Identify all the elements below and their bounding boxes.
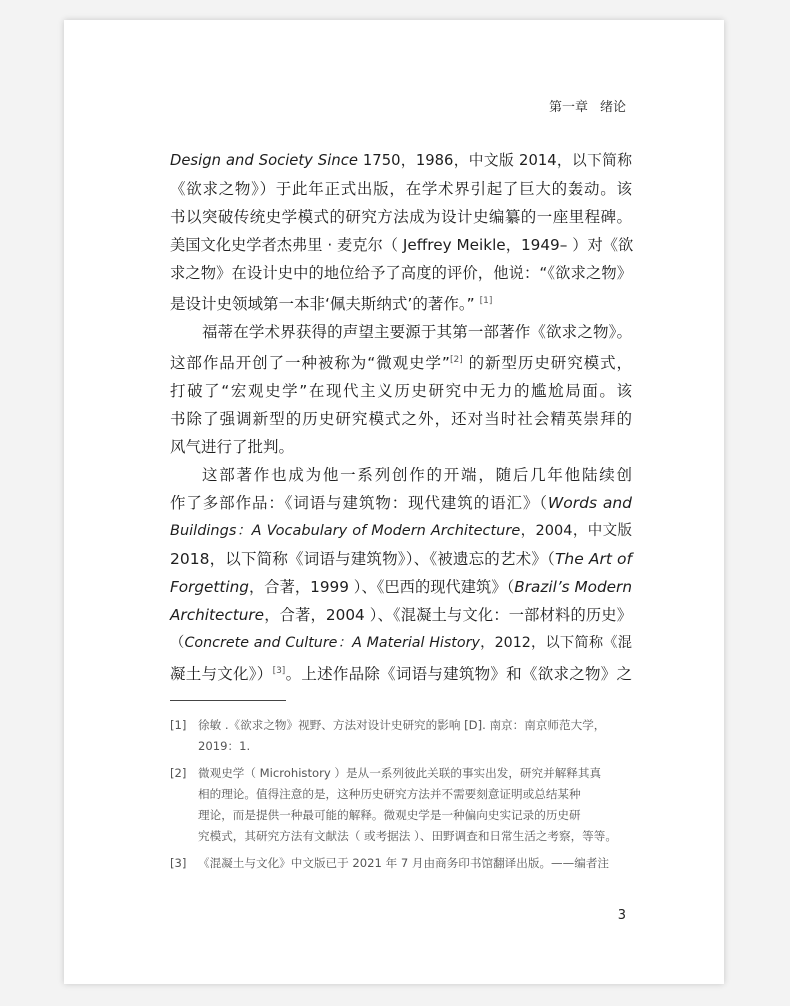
book-title-italic: Brazil’s Modern (514, 578, 632, 596)
book-title-italic: Buildings：A Vocabulary of Modern Architecture (170, 523, 521, 539)
text-run: 风气进行了批判。 (170, 438, 295, 456)
text-run: 打破了“宏观史学”在现代主义历史研究中无力的尴尬局面。该 (170, 382, 632, 400)
text-line (170, 287, 632, 318)
footnote-line: 徐敏 .《欲求之物》视野、方法对设计史研究的影响 [D]. 南京：南京师范大学， (198, 718, 606, 732)
footnote-number: [2] (170, 766, 187, 780)
footnote (170, 715, 632, 757)
text-line (170, 433, 632, 461)
paragraph (170, 147, 632, 318)
text-line (170, 545, 632, 573)
footnote-number: [3] (170, 856, 187, 870)
text-run: 2018，以下简称《词语与建筑物》）、《被遗忘的艺术》（ (170, 550, 555, 568)
footnote (170, 763, 632, 847)
text-run: 《欲求之物》）于此年正式出版，在学术界引起了巨大的轰动。该 (170, 180, 632, 198)
footnote-number: [1] (170, 718, 187, 732)
footnote-ref: [3] (272, 666, 286, 676)
text-line (170, 203, 632, 231)
text-run: 凝土与文化》） (170, 665, 273, 683)
text-run: ，合著，2004 ）、《混凝土与文化：一部材料的历史》 (264, 606, 632, 624)
text-line (170, 573, 632, 601)
text-run: 这部著作也成为他一系列创作的开端，随后几年他陆续创 (202, 466, 632, 484)
text-run: （ (170, 635, 185, 651)
book-title-italic: Design and Society Since (170, 152, 358, 169)
chapter-label: 第一章 (548, 100, 588, 115)
footnote-line: 理论，而是提供一种最可能的解释。微观史学是一种偏向史实记录的历史研 (198, 808, 581, 822)
running-header (549, 96, 626, 115)
footnote-ref: [2] (449, 355, 463, 365)
page-number: 3 (617, 908, 626, 923)
footnotes (170, 715, 632, 880)
footnote-divider (170, 700, 286, 701)
footnote-line: 《混凝土与文化》中文版已于 2021 年 7 月由商务印书馆翻译出版。——编者注 (198, 856, 610, 870)
text-line (170, 259, 632, 287)
text-line (170, 318, 632, 346)
text-line (170, 461, 632, 489)
book-title-italic: Words and (547, 494, 632, 512)
footnote-text (198, 853, 632, 874)
text-line (170, 657, 632, 688)
text-run: 这部作品开创了一种被称为“微观史学” (170, 354, 450, 372)
text-run: 1750，1986，中文版 2014，以下简称 (357, 152, 632, 169)
footnote-text (198, 715, 632, 757)
footnote-line: 2019：1. (198, 739, 251, 753)
paragraph (170, 318, 632, 461)
footnote-line: 相的理论。值得注意的是，这种历史研究方法并不需要刻意证明或总结某种 (198, 787, 581, 801)
body-text (170, 147, 632, 688)
text-run: 的新型历史研究模式， (462, 354, 632, 372)
text-line (170, 231, 632, 259)
text-run: 是设计史领域第一本非‘佩夫斯纳式’的著作。” (170, 295, 475, 313)
text-line (170, 629, 632, 657)
book-title-italic: Architecture (170, 606, 265, 624)
paragraph (170, 461, 632, 688)
book-title-italic: Concrete and Culture：A Material History (184, 635, 480, 651)
text-run: 求之物》在设计史中的地位给予了高度的评价，他说：“《欲求之物》 (170, 264, 632, 282)
text-line (170, 346, 632, 377)
text-line (170, 601, 632, 629)
text-run: 书除了强调新型的历史研究模式之外，还对当时社会精英崇拜的 (170, 410, 632, 428)
text-line (170, 175, 632, 203)
footnote-text (198, 763, 632, 847)
text-run: 书以突破传统史学模式的研究方法成为设计史编纂的一座里程碑。 (170, 208, 632, 226)
text-run: ，2004，中文版 (520, 523, 632, 539)
book-title-italic: The Art of (554, 550, 632, 568)
text-run: ，2012，以下简称《混 (479, 635, 632, 651)
footnote-line: 究模式，其研究方法有文献法（ 或考据法 ）、田野调查和日常生活之考察，等等。 (198, 829, 617, 843)
text-line (170, 517, 632, 545)
footnote (170, 853, 632, 874)
text-run: ，合著，1999 ）、《巴西的现代建筑》（ (248, 578, 515, 596)
text-line (170, 489, 632, 517)
text-line (170, 147, 632, 175)
footnote-ref: [1] (479, 296, 493, 306)
chapter-title: 绪论 (599, 100, 626, 115)
text-run: 作了多部作品：《词语与建筑物：现代建筑的语汇》（ (170, 494, 548, 512)
text-line (170, 405, 632, 433)
book-page (64, 20, 724, 984)
book-title-italic: Forgetting (170, 578, 249, 596)
footnote-line: 微观史学（ Microhistory ）是从一系列彼此关联的事实出发，研究并解释其真 (198, 766, 602, 780)
text-run: 。上述作品除《词语与建筑物》和《欲求之物》之 (285, 665, 632, 683)
text-run: 福蒂在学术界获得的声望主要源于其第一部著作《欲求之物》。 (202, 323, 632, 341)
text-line (170, 377, 632, 405)
text-run: 美国文化史学者杰弗里 · 麦克尔（ Jeffrey Meikle，1949– ）对《欲 (170, 236, 634, 254)
